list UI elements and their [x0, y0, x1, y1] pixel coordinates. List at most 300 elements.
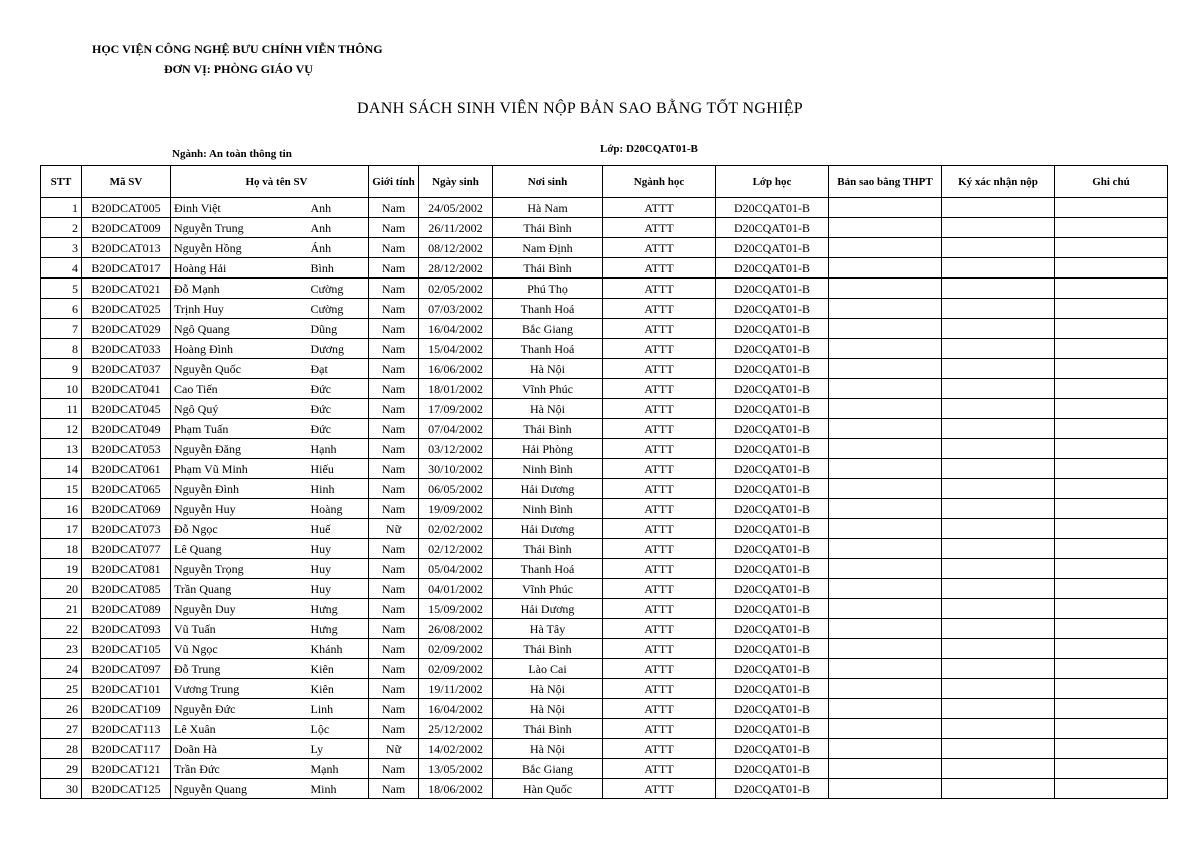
- cell-note: [1055, 699, 1168, 719]
- cell-class: D20CQAT01-B: [716, 238, 829, 258]
- cell-birthplace: Bắc Giang: [493, 759, 603, 779]
- cell-sign: [942, 639, 1055, 659]
- cell-dob: 02/05/2002: [419, 278, 493, 299]
- cell-first-name: Bình: [308, 258, 369, 279]
- cell-stt: 8: [41, 339, 82, 359]
- cell-dob: 26/11/2002: [419, 218, 493, 238]
- cell-last-name: Đỗ Ngọc: [171, 519, 308, 539]
- student-table: [40, 165, 1168, 799]
- cell-class: D20CQAT01-B: [716, 459, 829, 479]
- cell-note: [1055, 519, 1168, 539]
- cell-birthplace: Hà Nam: [493, 198, 603, 218]
- cell-dob: 15/04/2002: [419, 339, 493, 359]
- cell-note: [1055, 479, 1168, 499]
- cell-first-name: Hoàng: [308, 499, 369, 519]
- cell-dob: 24/05/2002: [419, 198, 493, 218]
- cell-last-name: Nguyễn Quốc: [171, 359, 308, 379]
- cell-last-name: Nguyễn Trung: [171, 218, 308, 238]
- cell-major: ATTT: [603, 479, 716, 499]
- column-header-stt: STT: [41, 166, 82, 198]
- cell-stt: 5: [41, 278, 82, 299]
- cell-note: [1055, 559, 1168, 579]
- document-title: DANH SÁCH SINH VIÊN NỘP BẢN SAO BẰNG TỐT NGHIỆP: [357, 100, 803, 117]
- cell-dob: 13/05/2002: [419, 759, 493, 779]
- cell-first-name: Anh: [308, 218, 369, 238]
- cell-student-id: B20DCAT029: [82, 319, 171, 339]
- cell-note: [1055, 238, 1168, 258]
- cell-dob: 04/01/2002: [419, 579, 493, 599]
- cell-dob: 14/02/2002: [419, 739, 493, 759]
- cell-sign: [942, 339, 1055, 359]
- cell-birthplace: Thanh Hoá: [493, 339, 603, 359]
- cell-birthplace: Thái Bình: [493, 258, 603, 279]
- cell-major: ATTT: [603, 399, 716, 419]
- cell-note: [1055, 439, 1168, 459]
- cell-birthplace: Hà Nội: [493, 739, 603, 759]
- cell-gender: Nam: [369, 539, 419, 559]
- table-row: [41, 579, 1168, 599]
- cell-dob: 07/03/2002: [419, 299, 493, 319]
- cell-major: ATTT: [603, 419, 716, 439]
- cell-birthplace: Ninh Bình: [493, 499, 603, 519]
- cell-copy: [829, 399, 942, 419]
- cell-note: [1055, 459, 1168, 479]
- table-row: [41, 379, 1168, 399]
- cell-sign: [942, 238, 1055, 258]
- cell-dob: 30/10/2002: [419, 459, 493, 479]
- table-row: [41, 238, 1168, 258]
- cell-gender: Nam: [369, 359, 419, 379]
- cell-first-name: Linh: [308, 699, 369, 719]
- cell-class: D20CQAT01-B: [716, 299, 829, 319]
- cell-last-name: Nguyễn Quang: [171, 779, 308, 799]
- cell-stt: 3: [41, 238, 82, 258]
- cell-first-name: Ánh: [308, 238, 369, 258]
- cell-first-name: Minh: [308, 779, 369, 799]
- cell-gender: Nam: [369, 299, 419, 319]
- cell-last-name: Đỗ Mạnh: [171, 278, 308, 299]
- cell-sign: [942, 198, 1055, 218]
- cell-note: [1055, 539, 1168, 559]
- cell-stt: 26: [41, 699, 82, 719]
- cell-birthplace: Hàn Quốc: [493, 779, 603, 799]
- cell-first-name: Lộc: [308, 719, 369, 739]
- cell-note: [1055, 319, 1168, 339]
- cell-last-name: Nguyễn Đức: [171, 699, 308, 719]
- cell-last-name: Vũ Ngọc: [171, 639, 308, 659]
- cell-gender: Nam: [369, 319, 419, 339]
- cell-note: [1055, 579, 1168, 599]
- cell-stt: 9: [41, 359, 82, 379]
- cell-sign: [942, 759, 1055, 779]
- cell-birthplace: Vĩnh Phúc: [493, 379, 603, 399]
- cell-student-id: B20DCAT009: [82, 218, 171, 238]
- cell-first-name: Hinh: [308, 479, 369, 499]
- cell-dob: 02/09/2002: [419, 659, 493, 679]
- cell-dob: 02/02/2002: [419, 519, 493, 539]
- table-row: [41, 639, 1168, 659]
- cell-copy: [829, 679, 942, 699]
- cell-student-id: B20DCAT017: [82, 258, 171, 279]
- cell-first-name: Huy: [308, 559, 369, 579]
- cell-copy: [829, 699, 942, 719]
- cell-class: D20CQAT01-B: [716, 599, 829, 619]
- column-header-note: Ghi chú: [1055, 166, 1168, 198]
- cell-student-id: B20DCAT073: [82, 519, 171, 539]
- cell-note: [1055, 779, 1168, 799]
- cell-last-name: Trần Quang: [171, 579, 308, 599]
- table-row: [41, 759, 1168, 779]
- table-row: [41, 399, 1168, 419]
- cell-stt: 2: [41, 218, 82, 238]
- table-row: [41, 659, 1168, 679]
- cell-class: D20CQAT01-B: [716, 619, 829, 639]
- cell-note: [1055, 639, 1168, 659]
- cell-dob: 16/04/2002: [419, 699, 493, 719]
- cell-note: [1055, 299, 1168, 319]
- cell-first-name: Dũng: [308, 319, 369, 339]
- cell-stt: 19: [41, 559, 82, 579]
- cell-note: [1055, 258, 1168, 279]
- cell-last-name: Lê Quang: [171, 539, 308, 559]
- table-row: [41, 559, 1168, 579]
- cell-sign: [942, 619, 1055, 639]
- cell-note: [1055, 719, 1168, 739]
- cell-first-name: Huế: [308, 519, 369, 539]
- cell-birthplace: Hà Nội: [493, 699, 603, 719]
- cell-gender: Nam: [369, 379, 419, 399]
- cell-student-id: B20DCAT109: [82, 699, 171, 719]
- cell-note: [1055, 499, 1168, 519]
- cell-copy: [829, 639, 942, 659]
- cell-gender: Nam: [369, 639, 419, 659]
- cell-class: D20CQAT01-B: [716, 479, 829, 499]
- cell-first-name: Huy: [308, 539, 369, 559]
- cell-first-name: Hưng: [308, 619, 369, 639]
- cell-major: ATTT: [603, 499, 716, 519]
- cell-note: [1055, 619, 1168, 639]
- cell-copy: [829, 459, 942, 479]
- cell-last-name: Nguyễn Huy: [171, 499, 308, 519]
- table-row: [41, 319, 1168, 339]
- cell-class: D20CQAT01-B: [716, 278, 829, 299]
- cell-gender: Nữ: [369, 519, 419, 539]
- cell-first-name: Kiên: [308, 659, 369, 679]
- cell-first-name: Anh: [308, 198, 369, 218]
- table-row: [41, 218, 1168, 238]
- cell-gender: Nam: [369, 339, 419, 359]
- cell-gender: Nam: [369, 238, 419, 258]
- cell-gender: Nam: [369, 399, 419, 419]
- cell-student-id: B20DCAT061: [82, 459, 171, 479]
- cell-dob: 15/09/2002: [419, 599, 493, 619]
- cell-birthplace: Hải Phòng: [493, 439, 603, 459]
- cell-dob: 19/09/2002: [419, 499, 493, 519]
- cell-last-name: Doãn Hà: [171, 739, 308, 759]
- cell-stt: 22: [41, 619, 82, 639]
- cell-dob: 18/06/2002: [419, 779, 493, 799]
- cell-dob: 16/06/2002: [419, 359, 493, 379]
- cell-stt: 20: [41, 579, 82, 599]
- cell-first-name: Dương: [308, 339, 369, 359]
- cell-class: D20CQAT01-B: [716, 659, 829, 679]
- organization-name: HỌC VIỆN CÔNG NGHỆ BƯU CHÍNH VIỄN THÔNG: [92, 42, 383, 56]
- cell-copy: [829, 619, 942, 639]
- cell-copy: [829, 278, 942, 299]
- cell-dob: 16/04/2002: [419, 319, 493, 339]
- cell-major: ATTT: [603, 238, 716, 258]
- cell-note: [1055, 739, 1168, 759]
- cell-note: [1055, 399, 1168, 419]
- cell-birthplace: Thái Bình: [493, 719, 603, 739]
- table-row: [41, 198, 1168, 218]
- cell-dob: 17/09/2002: [419, 399, 493, 419]
- column-header-sign: Ký xác nhận nộp: [942, 166, 1055, 198]
- cell-gender: Nam: [369, 218, 419, 238]
- cell-last-name: Phạm Tuấn: [171, 419, 308, 439]
- cell-student-id: B20DCAT025: [82, 299, 171, 319]
- cell-student-id: B20DCAT081: [82, 559, 171, 579]
- cell-stt: 17: [41, 519, 82, 539]
- cell-sign: [942, 559, 1055, 579]
- cell-gender: Nam: [369, 779, 419, 799]
- cell-note: [1055, 759, 1168, 779]
- cell-sign: [942, 459, 1055, 479]
- cell-gender: Nam: [369, 479, 419, 499]
- cell-sign: [942, 659, 1055, 679]
- cell-stt: 27: [41, 719, 82, 739]
- cell-sign: [942, 479, 1055, 499]
- cell-stt: 24: [41, 659, 82, 679]
- cell-first-name: Đức: [308, 379, 369, 399]
- cell-class: D20CQAT01-B: [716, 339, 829, 359]
- cell-gender: Nam: [369, 679, 419, 699]
- column-header-birthplace: Nơi sinh: [493, 166, 603, 198]
- cell-student-id: B20DCAT033: [82, 339, 171, 359]
- cell-last-name: Trần Đức: [171, 759, 308, 779]
- cell-gender: Nam: [369, 198, 419, 218]
- cell-class: D20CQAT01-B: [716, 559, 829, 579]
- cell-sign: [942, 519, 1055, 539]
- cell-class: D20CQAT01-B: [716, 399, 829, 419]
- cell-last-name: Phạm Vũ Minh: [171, 459, 308, 479]
- cell-stt: 4: [41, 258, 82, 279]
- cell-dob: 19/11/2002: [419, 679, 493, 699]
- cell-birthplace: Bắc Giang: [493, 319, 603, 339]
- table-row: [41, 519, 1168, 539]
- cell-note: [1055, 679, 1168, 699]
- cell-first-name: Hiếu: [308, 459, 369, 479]
- table-row: [41, 499, 1168, 519]
- cell-stt: 18: [41, 539, 82, 559]
- cell-gender: Nam: [369, 459, 419, 479]
- cell-first-name: Khánh: [308, 639, 369, 659]
- cell-gender: Nam: [369, 579, 419, 599]
- major-label: Ngành: An toàn thông tin: [172, 148, 292, 160]
- table-row: [41, 779, 1168, 799]
- cell-note: [1055, 419, 1168, 439]
- cell-gender: Nam: [369, 499, 419, 519]
- cell-class: D20CQAT01-B: [716, 759, 829, 779]
- cell-copy: [829, 739, 942, 759]
- cell-birthplace: Phú Thọ: [493, 278, 603, 299]
- cell-sign: [942, 739, 1055, 759]
- cell-copy: [829, 339, 942, 359]
- cell-note: [1055, 659, 1168, 679]
- cell-major: ATTT: [603, 218, 716, 238]
- cell-student-id: B20DCAT125: [82, 779, 171, 799]
- column-header-class: Lớp học: [716, 166, 829, 198]
- cell-major: ATTT: [603, 619, 716, 639]
- cell-copy: [829, 499, 942, 519]
- cell-class: D20CQAT01-B: [716, 699, 829, 719]
- cell-major: ATTT: [603, 258, 716, 279]
- cell-copy: [829, 419, 942, 439]
- cell-gender: Nữ: [369, 739, 419, 759]
- cell-dob: 26/08/2002: [419, 619, 493, 639]
- cell-note: [1055, 339, 1168, 359]
- cell-birthplace: Thái Bình: [493, 639, 603, 659]
- cell-birthplace: Hà Tây: [493, 619, 603, 639]
- column-header-gender: Giới tính: [369, 166, 419, 198]
- cell-stt: 6: [41, 299, 82, 319]
- cell-last-name: Nguyễn Trọng: [171, 559, 308, 579]
- cell-class: D20CQAT01-B: [716, 319, 829, 339]
- cell-class: D20CQAT01-B: [716, 439, 829, 459]
- cell-gender: Nam: [369, 258, 419, 279]
- cell-copy: [829, 659, 942, 679]
- cell-copy: [829, 539, 942, 559]
- cell-copy: [829, 759, 942, 779]
- table-row: [41, 459, 1168, 479]
- cell-class: D20CQAT01-B: [716, 359, 829, 379]
- cell-note: [1055, 359, 1168, 379]
- cell-sign: [942, 599, 1055, 619]
- cell-gender: Nam: [369, 659, 419, 679]
- table-row: [41, 679, 1168, 699]
- cell-dob: 02/12/2002: [419, 539, 493, 559]
- cell-dob: 08/12/2002: [419, 238, 493, 258]
- cell-major: ATTT: [603, 379, 716, 399]
- cell-sign: [942, 379, 1055, 399]
- cell-last-name: Nguyễn Đăng: [171, 439, 308, 459]
- cell-first-name: Kiên: [308, 679, 369, 699]
- cell-birthplace: Hà Nội: [493, 679, 603, 699]
- cell-major: ATTT: [603, 579, 716, 599]
- cell-note: [1055, 278, 1168, 299]
- cell-last-name: Nguyễn Hồng: [171, 238, 308, 258]
- cell-dob: 02/09/2002: [419, 639, 493, 659]
- table-header-row: [41, 166, 1168, 198]
- cell-first-name: Huy: [308, 579, 369, 599]
- cell-birthplace: Thanh Hoá: [493, 299, 603, 319]
- cell-birthplace: Hà Nội: [493, 359, 603, 379]
- table-row: [41, 359, 1168, 379]
- cell-sign: [942, 419, 1055, 439]
- cell-copy: [829, 258, 942, 279]
- cell-gender: Nam: [369, 599, 419, 619]
- cell-note: [1055, 218, 1168, 238]
- cell-student-id: B20DCAT037: [82, 359, 171, 379]
- cell-dob: 07/04/2002: [419, 419, 493, 439]
- cell-student-id: B20DCAT049: [82, 419, 171, 439]
- cell-major: ATTT: [603, 679, 716, 699]
- cell-class: D20CQAT01-B: [716, 719, 829, 739]
- cell-student-id: B20DCAT053: [82, 439, 171, 459]
- cell-major: ATTT: [603, 519, 716, 539]
- cell-copy: [829, 559, 942, 579]
- cell-stt: 16: [41, 499, 82, 519]
- cell-stt: 23: [41, 639, 82, 659]
- cell-first-name: Cường: [308, 278, 369, 299]
- table-row: [41, 719, 1168, 739]
- cell-copy: [829, 439, 942, 459]
- cell-stt: 28: [41, 739, 82, 759]
- cell-student-id: B20DCAT041: [82, 379, 171, 399]
- cell-first-name: Hạnh: [308, 439, 369, 459]
- cell-student-id: B20DCAT105: [82, 639, 171, 659]
- column-header-major: Ngành học: [603, 166, 716, 198]
- table-row: [41, 619, 1168, 639]
- cell-copy: [829, 379, 942, 399]
- cell-major: ATTT: [603, 719, 716, 739]
- cell-class: D20CQAT01-B: [716, 579, 829, 599]
- cell-sign: [942, 499, 1055, 519]
- cell-birthplace: Vĩnh Phúc: [493, 579, 603, 599]
- cell-sign: [942, 359, 1055, 379]
- cell-sign: [942, 299, 1055, 319]
- cell-note: [1055, 198, 1168, 218]
- cell-sign: [942, 218, 1055, 238]
- cell-last-name: Hoàng Hải: [171, 258, 308, 279]
- cell-major: ATTT: [603, 759, 716, 779]
- cell-major: ATTT: [603, 599, 716, 619]
- cell-class: D20CQAT01-B: [716, 519, 829, 539]
- cell-sign: [942, 258, 1055, 279]
- cell-first-name: Mạnh: [308, 759, 369, 779]
- cell-copy: [829, 319, 942, 339]
- cell-birthplace: Hải Dương: [493, 519, 603, 539]
- cell-student-id: B20DCAT101: [82, 679, 171, 699]
- cell-class: D20CQAT01-B: [716, 539, 829, 559]
- column-header-student-id: Mã SV: [82, 166, 171, 198]
- cell-major: ATTT: [603, 539, 716, 559]
- cell-dob: 18/01/2002: [419, 379, 493, 399]
- cell-last-name: Lê Xuân: [171, 719, 308, 739]
- column-header-full-name: Họ và tên SV: [171, 166, 308, 198]
- cell-last-name: Đỗ Trung: [171, 659, 308, 679]
- cell-student-id: B20DCAT013: [82, 238, 171, 258]
- cell-major: ATTT: [603, 559, 716, 579]
- cell-first-name: Đạt: [308, 359, 369, 379]
- cell-copy: [829, 238, 942, 258]
- cell-copy: [829, 218, 942, 238]
- column-header-dob: Ngày sinh: [419, 166, 493, 198]
- cell-class: D20CQAT01-B: [716, 739, 829, 759]
- cell-stt: 29: [41, 759, 82, 779]
- cell-sign: [942, 278, 1055, 299]
- cell-first-name: Cường: [308, 299, 369, 319]
- cell-gender: Nam: [369, 699, 419, 719]
- cell-birthplace: Thái Bình: [493, 539, 603, 559]
- cell-class: D20CQAT01-B: [716, 679, 829, 699]
- cell-class: D20CQAT01-B: [716, 198, 829, 218]
- table-row: [41, 339, 1168, 359]
- cell-last-name: Ngô Quang: [171, 319, 308, 339]
- cell-last-name: Nguyễn Đình: [171, 479, 308, 499]
- cell-student-id: B20DCAT045: [82, 399, 171, 419]
- cell-last-name: Nguyễn Duy: [171, 599, 308, 619]
